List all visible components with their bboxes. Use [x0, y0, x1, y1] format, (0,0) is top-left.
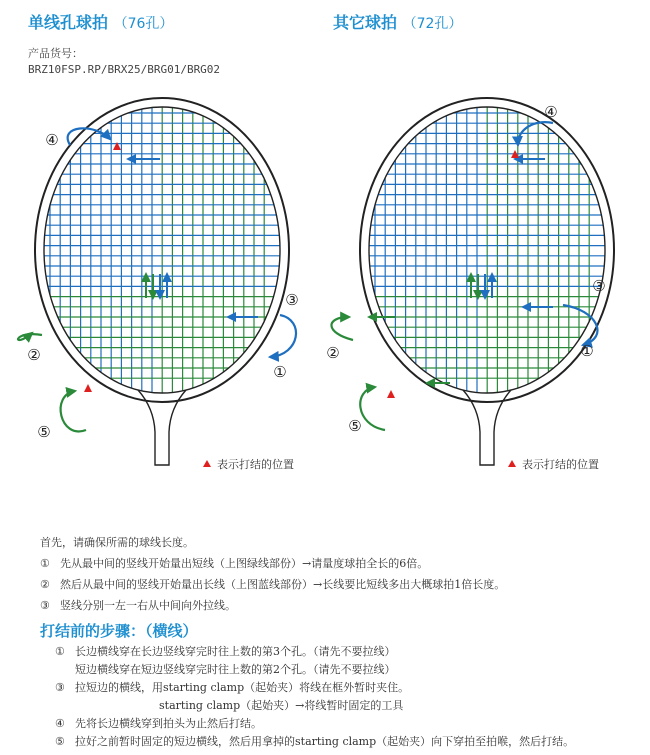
step-number-label: ② — [27, 346, 41, 364]
intro-text: 先从最中间的竖线开始量出短线（上图绿线部份）→请量度球拍全长的6倍。 — [60, 557, 429, 570]
step-item — [55, 679, 574, 697]
knot-marker — [84, 384, 92, 392]
right-holes: （72孔） — [402, 16, 463, 32]
intro-text: 竖线分别一左一右从中间向外拉线。 — [60, 599, 236, 612]
step-number-label: ② — [326, 344, 340, 362]
right-title — [333, 10, 462, 33]
step-mark: ③ — [55, 681, 65, 694]
loop-arrow — [18, 333, 42, 340]
step-text: 拉好之前暂时固定的短边横线，然后用拿掉的starting clamp（起始夹）向下穿拍至拍喉，然后打结。 — [75, 735, 575, 748]
right-racquet-diagram — [325, 95, 650, 480]
step-item — [55, 643, 574, 661]
legend-right — [508, 456, 599, 472]
intro-lead: 首先，请确保所需的球线长度。 — [40, 536, 194, 549]
red-triangle-icon — [508, 460, 516, 467]
step-number-label: ⑤ — [348, 417, 362, 435]
left-title — [28, 10, 173, 33]
step-item — [55, 733, 574, 751]
step-mark: ① — [55, 645, 65, 658]
step-number-label: ① — [580, 342, 594, 360]
step-number-label: ⑤ — [37, 423, 51, 441]
knot-marker — [387, 390, 395, 398]
loop-arrow — [360, 387, 385, 430]
left-holes: （76孔） — [113, 16, 174, 32]
step-item — [55, 715, 574, 733]
left-title-text: 单线孔球拍 — [28, 13, 109, 32]
step-text: 先将长边横线穿到拍头为止然后打结。 — [75, 717, 262, 730]
step-mark: ④ — [55, 717, 65, 730]
step-number-label: ③ — [592, 277, 606, 295]
intro-mark: ① — [40, 557, 50, 570]
legend-right-text: 表示打结的位置 — [522, 458, 599, 471]
loop-arrow — [61, 391, 86, 431]
step-text: 短边横线穿在短边竖线穿完时往上数的第2个孔。（请先不要拉线） — [75, 663, 396, 676]
intro-item — [40, 574, 505, 595]
intro-mark: ③ — [40, 599, 50, 612]
intro-item — [40, 595, 505, 616]
step-item — [55, 661, 574, 679]
step-number-label: ① — [273, 363, 287, 381]
product-codes: BRZ10FSP.RP/BRX25/BRG01/BRG02 — [28, 63, 221, 76]
step-text: 长边横线穿在长边竖线穿完时往上数的第3个孔。（请先不要拉线） — [75, 645, 396, 658]
intro-text: 然后从最中间的竖线开始量出长线（上图蓝线部份）→长线要比短线多出大概球拍1倍长度。 — [60, 578, 506, 591]
right-title-text: 其它球拍 — [333, 13, 398, 32]
steps-list — [55, 643, 574, 751]
steps-title: 打结前的步骤：（横线） — [40, 622, 198, 640]
legend-left — [203, 456, 294, 472]
intro-mark: ② — [40, 578, 50, 591]
step-number-label: ④ — [45, 131, 59, 149]
step-number-label: ③ — [285, 291, 299, 309]
step-text: starting clamp（起始夹）→将线暂时固定的工具 — [159, 699, 404, 712]
intro-section — [40, 532, 505, 616]
legend-left-text: 表示打结的位置 — [217, 458, 294, 471]
step-mark: ⑤ — [55, 735, 65, 748]
product-label: 产品货号： — [28, 47, 83, 60]
loop-arrow — [68, 128, 110, 145]
product-info — [28, 46, 220, 78]
intro-item — [40, 553, 505, 574]
step-text: 拉短边的横线，用starting clamp（起始夹）将线在框外暂时夹住。 — [75, 681, 410, 694]
loop-arrow — [563, 305, 598, 345]
step-number-label: ④ — [544, 103, 558, 121]
loop-arrow — [331, 317, 353, 340]
step-item — [55, 697, 574, 715]
left-racquet-diagram — [0, 95, 325, 480]
red-triangle-icon — [203, 460, 211, 467]
